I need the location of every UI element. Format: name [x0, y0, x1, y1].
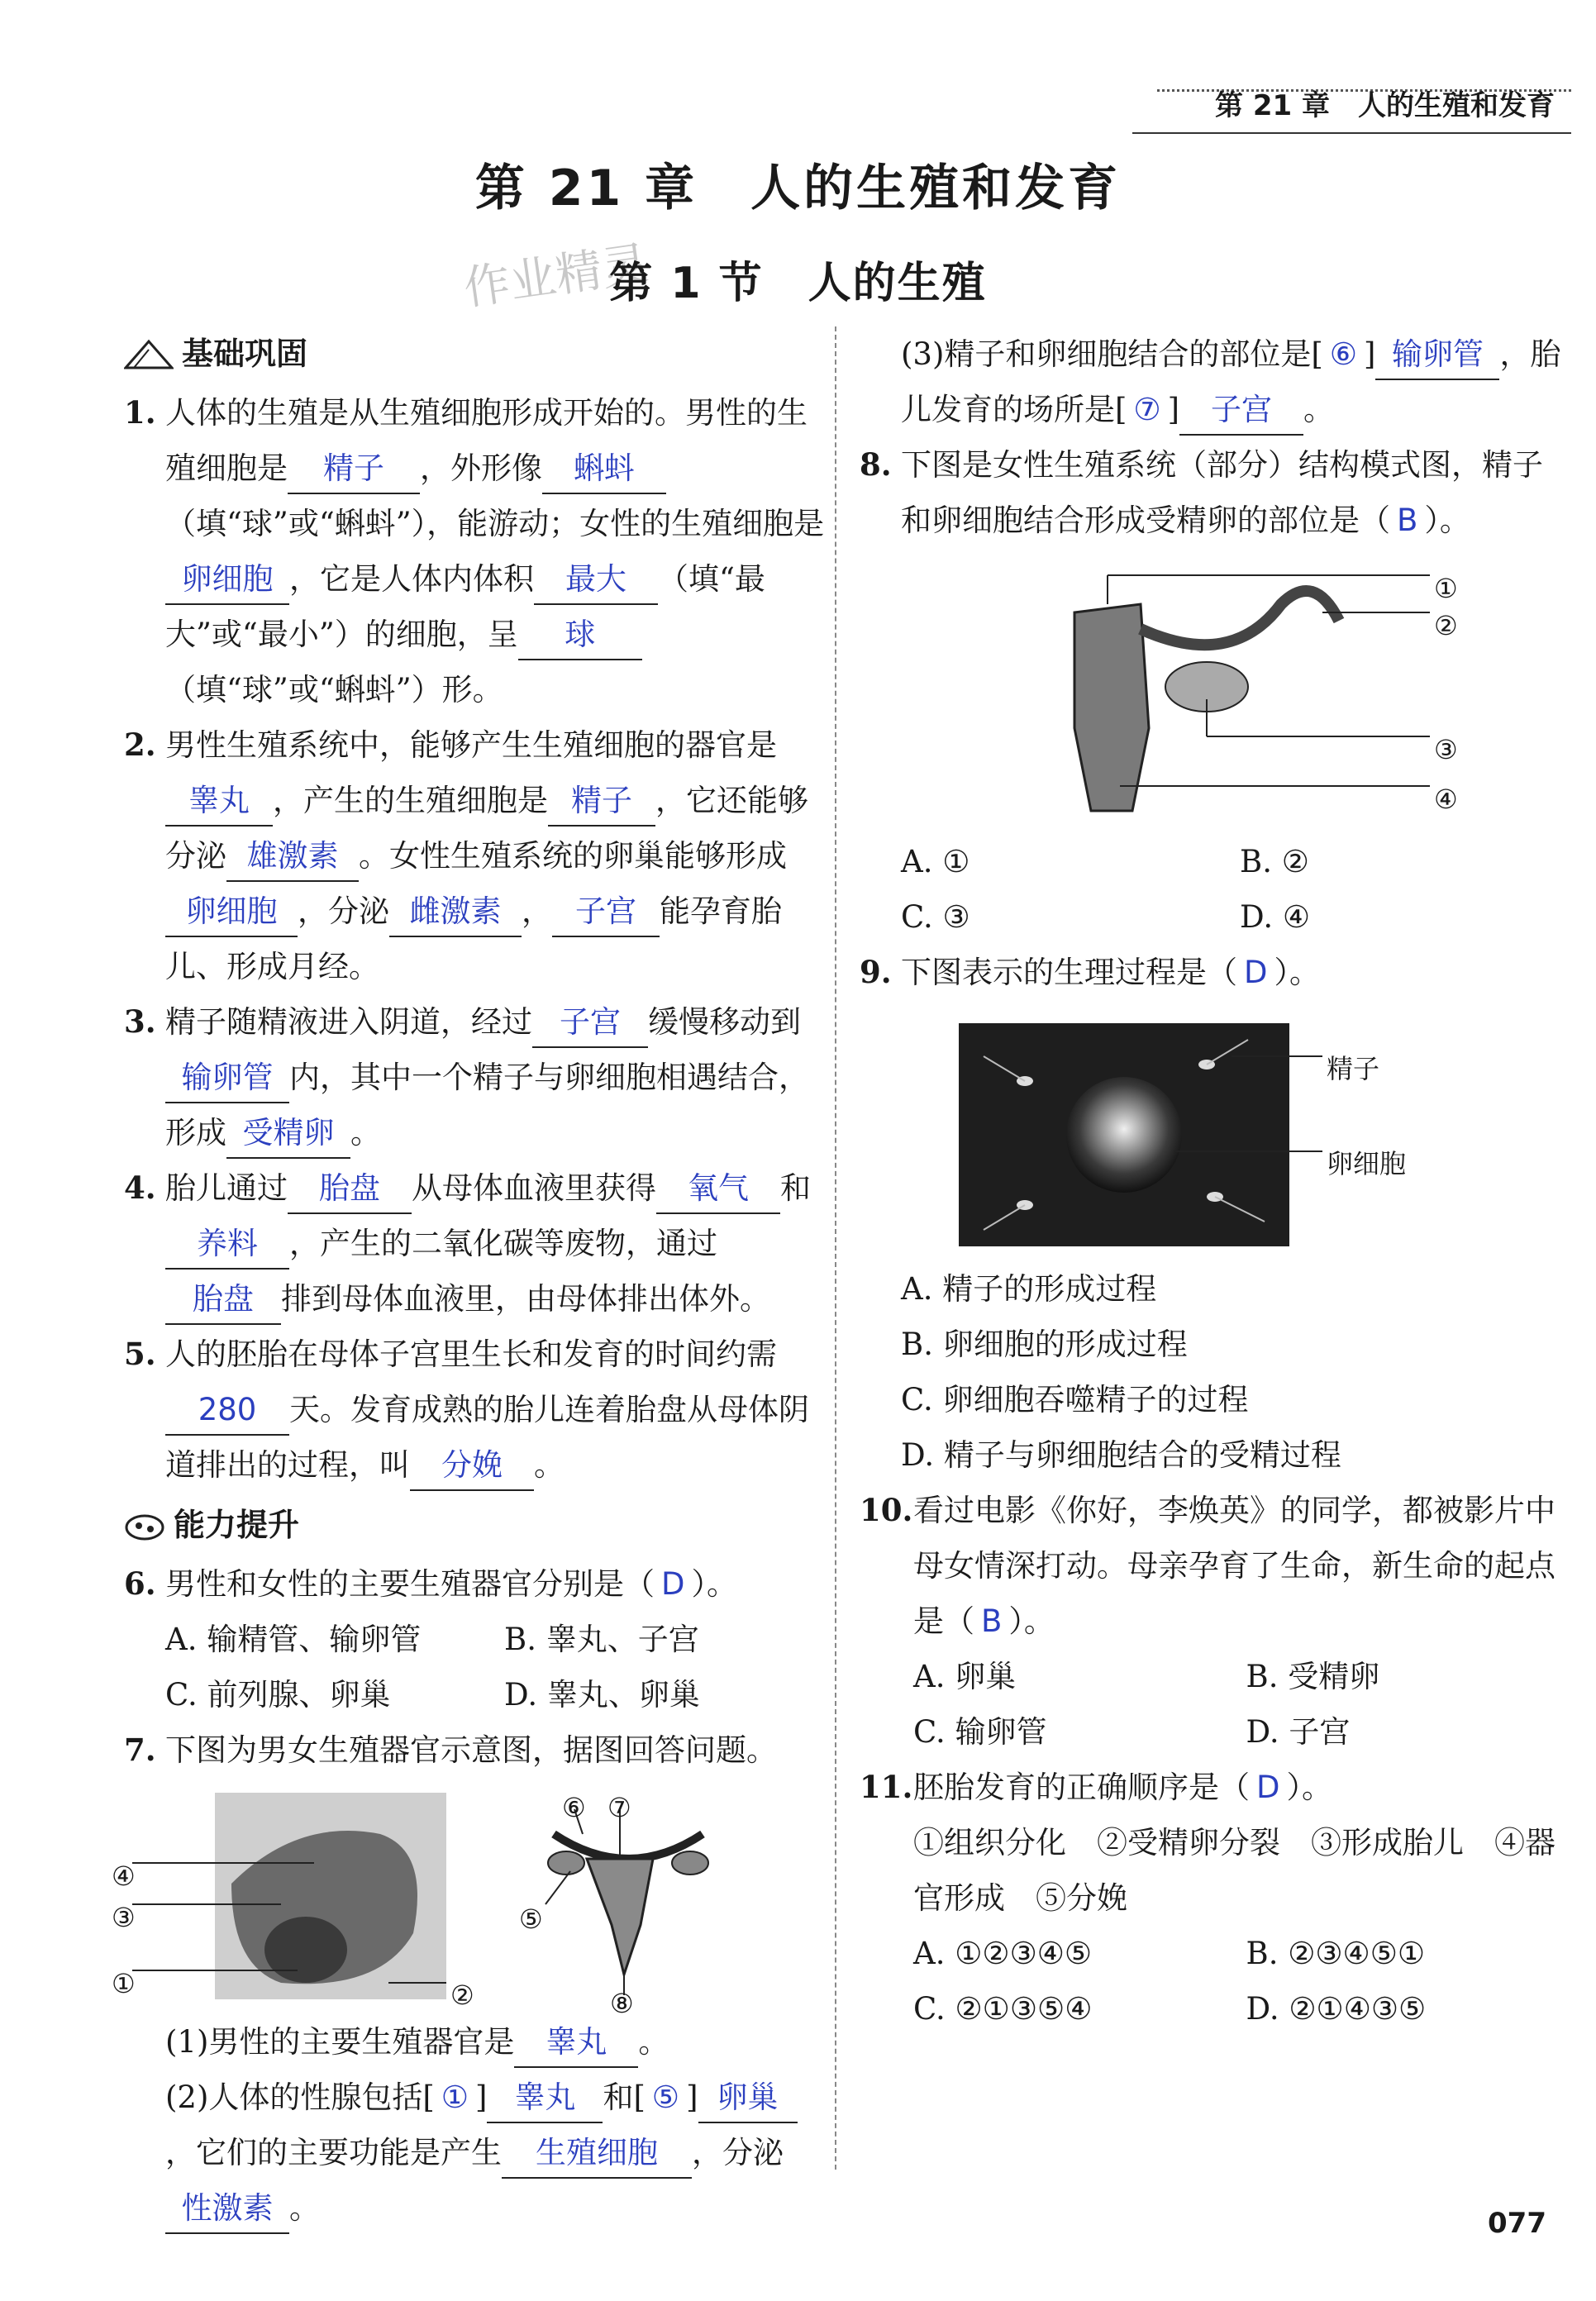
option: D. ④ — [1240, 899, 1311, 935]
question-8 — [860, 437, 1562, 945]
q-text: 男性和女性的主要生殖器官分别是（ — [165, 1566, 655, 1602]
female-system-illustration — [901, 555, 1562, 827]
answer-number: ⑥ — [1329, 336, 1358, 372]
label-8: ⑧ — [610, 1988, 634, 2019]
answer-blank: 精子 — [288, 445, 420, 494]
option: B. 受精卵 — [1246, 1659, 1380, 1694]
column-divider — [835, 326, 836, 2170]
q-text: 缓慢移动到 — [648, 1004, 801, 1040]
q-text: ，分泌 — [298, 893, 389, 929]
left-column — [112, 326, 827, 2236]
label-3: ③ — [1434, 734, 1458, 765]
q-num: 1. — [124, 394, 156, 431]
answer-blank: 子宫 — [532, 998, 648, 1048]
answer-blank: 雌激素 — [389, 888, 522, 937]
label-egg: 卵细胞 — [1327, 1148, 1407, 1179]
option: A. ① — [901, 844, 970, 879]
q7-part2: (2)人体的性腺包括[ ① ] 睾丸 和[ ⑤ ] 卵巢，它们的主要功能是产生 生殖细胞 ，分泌性激素 。 — [165, 2070, 827, 2236]
q-text: ， — [522, 893, 552, 929]
q-text: （填“最大”或“最小”）的细胞，呈 — [165, 561, 765, 652]
answer-blank: 生殖细胞 — [502, 2129, 692, 2179]
label-1: ① — [1434, 573, 1458, 604]
options — [165, 1612, 827, 1722]
option: B. 睾丸、子宫 — [504, 1622, 699, 1657]
q-text: ，分泌 — [692, 2135, 784, 2170]
answer-blank: 胎盘 — [288, 1165, 412, 1214]
answer-number: ⑤ — [651, 2079, 680, 2115]
option: D. 子宫 — [1246, 1714, 1351, 1750]
q-text: 从母体血液里获得 — [412, 1170, 656, 1206]
answer-blank: 性激素 — [165, 2184, 289, 2234]
label-7: ⑦ — [607, 1792, 631, 1823]
answer-blank: 睾丸 — [487, 2074, 603, 2123]
options — [913, 1649, 1562, 1760]
answer-blank: 卵巢 — [698, 2074, 798, 2123]
q-num: 8. — [860, 446, 892, 483]
q-text: ）。 — [1286, 1770, 1332, 1805]
answer-letter: D — [1244, 955, 1268, 990]
label-3: ③ — [112, 1902, 136, 1933]
section-advanced-label: 能力提升 — [174, 1507, 300, 1543]
q-text: 和 — [780, 1170, 811, 1206]
page-number: 077 — [1488, 2207, 1546, 2240]
answer-blank: 氧气 — [656, 1165, 780, 1214]
q-text: 下图为男女生殖器官示意图，据图回答问题。 — [165, 1732, 777, 1768]
q-text: 下图是女性生殖系统（部分）结构模式图，精子和卵细胞结合形成受精卵的部位是（ — [901, 447, 1543, 538]
option: C. 输卵管 — [913, 1714, 1047, 1750]
q-text: （填“球”或“蝌蚪”）形。 — [165, 672, 503, 707]
question-5 — [124, 1327, 827, 1493]
q-text: ，胎儿发育的场所是 — [901, 336, 1561, 427]
option: C. 卵细胞吞噬精子的过程 — [901, 1382, 1249, 1417]
question-10 — [860, 1483, 1562, 1760]
option: A. 输精管、输卵管 — [165, 1622, 422, 1657]
question-6 — [124, 1556, 827, 1722]
q-text: 。 — [1303, 392, 1335, 427]
label-sperm: 精子 — [1327, 1053, 1380, 1084]
q-text: 精子随精液进入阴道，经过 — [165, 1004, 532, 1040]
q-text: ，产生的二氧化碳等废物，通过 — [289, 1226, 717, 1261]
q-num: 9. — [860, 954, 892, 990]
answer-blank: 280 — [165, 1386, 289, 1436]
label-2: ② — [450, 1979, 474, 2011]
options — [913, 1926, 1562, 2037]
answer-letter: D — [661, 1566, 685, 1602]
q-text: 男性生殖系统中，能够产生生殖细胞的器官是 — [165, 727, 777, 763]
question-4 — [124, 1160, 827, 1327]
answer-blank: 最大 — [534, 555, 658, 605]
q-text: 看过电影《你好，李焕英》的同学，都被影片中母女情深打动。母亲孕育了生命，新生命的起点是（ — [913, 1493, 1556, 1639]
q-num: 4. — [124, 1170, 156, 1206]
question-7 — [112, 1722, 827, 2236]
q-text: 。女性生殖系统的卵巢能够形成 — [359, 838, 787, 874]
q-text: 下图表示的生理过程是（ — [901, 955, 1237, 990]
q-text: 胚胎发育的正确顺序是（ — [913, 1770, 1250, 1805]
option: A. 精子的形成过程 — [901, 1271, 1157, 1307]
q-num: 2. — [124, 727, 156, 763]
sequence-items: ①组织分化 ②受精卵分裂 ③形成胎儿 ④器官形成 ⑤分娩 — [913, 1825, 1556, 1916]
answer-blank: 卵细胞 — [165, 555, 289, 605]
q-text: (3)精子和卵细胞结合的部位是 — [901, 336, 1312, 372]
q-text: (2)人体的性腺包括 — [165, 2079, 423, 2115]
question-9 — [860, 945, 1562, 1483]
q-text: 人体的生殖是从生殖细胞形成开始的。男性的生殖细胞是 — [165, 395, 808, 486]
option: B. ② — [1240, 844, 1309, 879]
q-text: ，它还能够分泌 — [165, 783, 808, 874]
answer-letter: D — [1256, 1770, 1280, 1805]
answer-blank: 分娩 — [410, 1441, 534, 1491]
q-num: 11. — [860, 1769, 913, 1805]
question-11 — [860, 1760, 1562, 2037]
answer-blank: 子宫 — [1179, 386, 1303, 436]
q-text: 。 — [638, 2024, 669, 2060]
option: D. 睾丸、卵巢 — [504, 1677, 700, 1713]
answer-blank: 胎盘 — [165, 1275, 281, 1325]
answer-number: ① — [441, 2079, 469, 2115]
section-basic-label: 基础巩固 — [182, 336, 308, 372]
q7-part1 — [165, 2014, 827, 2070]
section-basic — [124, 326, 827, 382]
answer-blank: 精子 — [548, 777, 655, 827]
q7-part3: (3)精子和卵细胞结合的部位是[ ⑥ ] 输卵管 ，胎儿发育的场所是[ ⑦ ] 子宫 。 — [860, 326, 1562, 437]
section-title: 第 1 节 人的生殖 — [609, 259, 987, 308]
answer-letter: B — [981, 1603, 1003, 1639]
q-text: ，产生的生殖细胞是 — [273, 783, 548, 818]
female-system-figure — [901, 555, 1562, 827]
fertilization-photo — [901, 1007, 1562, 1255]
q-text: 。 — [289, 2190, 320, 2226]
label-2: ② — [1434, 610, 1458, 641]
q-text: 胎儿通过 — [165, 1170, 288, 1206]
label-1: ① — [112, 1968, 136, 1999]
q-text: ，它是人体内体积 — [289, 561, 534, 597]
answer-blank: 输卵管 — [1375, 331, 1499, 380]
answer-blank: 养料 — [165, 1220, 289, 1270]
q-text: （填“球”或“蝌蚪”），能游动；女性的生殖细胞是 — [165, 506, 825, 541]
q-text: 天。发育成熟的胎儿连着胎盘从母体阴道排出的过程，叫 — [165, 1392, 809, 1483]
reproductive-organs-figure — [112, 1784, 827, 2019]
q-num: 7. — [124, 1732, 156, 1768]
option: B. ②③④⑤① — [1246, 1936, 1426, 1971]
answer-blank: 子宫 — [552, 888, 660, 937]
answer-blank: 蝌蚪 — [542, 445, 666, 494]
option: D. 精子与卵细胞结合的受精过程 — [901, 1437, 1341, 1473]
option: C. ②①③⑤④ — [913, 1991, 1093, 2027]
right-column — [860, 326, 1562, 2037]
question-2 — [124, 717, 827, 994]
answer-blank: 输卵管 — [165, 1054, 289, 1103]
answer-blank: 睾丸 — [514, 2018, 638, 2068]
fertilization-figure — [901, 1007, 1562, 1255]
q-num: 5. — [124, 1336, 156, 1372]
option: A. 卵巢 — [913, 1659, 1017, 1694]
q-text: ，它们的主要功能是产生 — [165, 2135, 502, 2170]
answer-letter: B — [1397, 503, 1418, 538]
watermark: 作业精灵 — [460, 236, 652, 317]
options — [901, 834, 1562, 945]
answer-blank: 球 — [518, 611, 642, 660]
question-1 — [124, 385, 827, 717]
q-text: ）。 — [1424, 503, 1470, 538]
q-text: 。 — [350, 1115, 381, 1150]
q-text: 排到母体血液里，由母体排出体外。 — [281, 1281, 770, 1317]
header-rule — [1132, 132, 1571, 134]
chapter-title: 第 21 章 人的生殖和发育 — [474, 160, 1122, 217]
running-header: 第 21 章 人的生殖和发育 — [1215, 89, 1555, 122]
option: C. ③ — [901, 899, 970, 935]
answer-number: ⑦ — [1133, 392, 1161, 427]
answer-blank: 睾丸 — [165, 777, 273, 827]
q-num: 3. — [124, 1003, 156, 1040]
q-text: ）。 — [1008, 1603, 1055, 1639]
question-3 — [124, 994, 827, 1160]
q-text: ，外形像 — [420, 450, 542, 486]
option: C. 前列腺、卵巢 — [165, 1677, 391, 1713]
q-text: (1)男性的主要生殖器官是 — [165, 2024, 515, 2060]
q-text: ）。 — [691, 1566, 737, 1602]
q-num: 10. — [860, 1492, 913, 1528]
option: B. 卵细胞的形成过程 — [901, 1327, 1188, 1362]
section-advanced — [124, 1498, 827, 1553]
option: A. ①②③④⑤ — [913, 1936, 1093, 1971]
label-5: ⑤ — [519, 1903, 543, 1935]
q-text: 。 — [534, 1447, 565, 1483]
answer-blank: 受精卵 — [226, 1109, 350, 1159]
answer-blank: 雄激素 — [226, 832, 359, 882]
answer-blank: 卵细胞 — [165, 888, 298, 937]
q-text: 能孕育胎儿、形成月经。 — [165, 893, 782, 984]
q-text: 内，其中一个精子与卵细胞相遇结合，形成 — [165, 1060, 809, 1150]
puzzle-icon — [124, 1509, 165, 1542]
ruler-icon — [124, 338, 174, 371]
q-text: 人的胚胎在母体子宫里生长和发育的时间约需 — [165, 1336, 777, 1372]
q-text: 和 — [603, 2079, 634, 2115]
label-4: ④ — [1434, 784, 1458, 815]
q-num: 6. — [124, 1565, 156, 1602]
label-6: ⑥ — [562, 1792, 586, 1823]
label-4: ④ — [112, 1860, 136, 1892]
option: D. ②①④③⑤ — [1246, 1991, 1427, 2027]
q-text: ）。 — [1274, 955, 1320, 990]
